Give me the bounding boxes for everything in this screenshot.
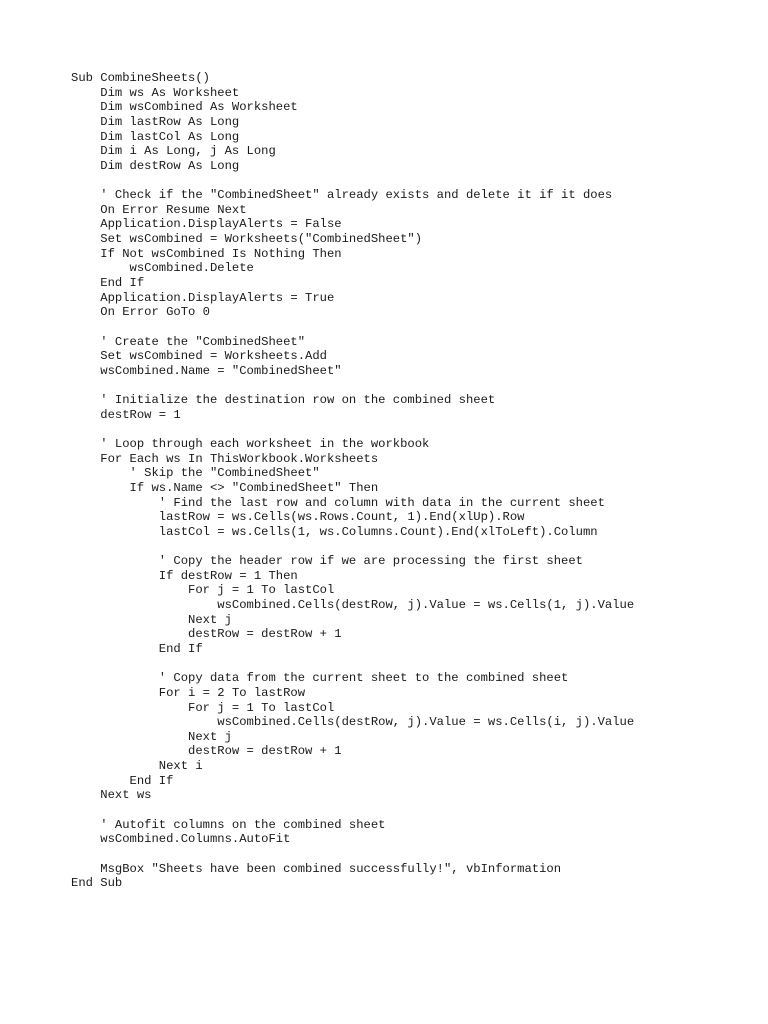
code-line: wsCombined.Delete bbox=[71, 261, 254, 276]
code-line: Next i bbox=[71, 759, 203, 774]
code-line: ' Copy data from the current sheet to the combined sheet bbox=[71, 671, 569, 686]
code-line: lastRow = ws.Cells(ws.Rows.Count, 1).End(xlUp).Row bbox=[71, 510, 525, 525]
code-line bbox=[71, 378, 634, 393]
code-line bbox=[71, 422, 634, 437]
code-line bbox=[71, 657, 634, 672]
code-line: End If bbox=[71, 275, 145, 290]
code-line: ' Copy the header row if we are processing the first sheet bbox=[71, 554, 583, 569]
code-line: For Each ws In ThisWorkbook.Worksheets bbox=[71, 451, 379, 466]
code-line: wsCombined.Columns.AutoFit bbox=[71, 832, 291, 847]
code-line: Dim lastCol As Long bbox=[71, 129, 240, 144]
code-line: destRow = destRow + 1 bbox=[71, 744, 342, 759]
code-line: Sub CombineSheets() bbox=[71, 71, 210, 85]
code-line bbox=[71, 540, 634, 555]
code-line: ' Autofit columns on the combined sheet bbox=[71, 817, 386, 832]
code-line: ' Initialize the destination row on the combined sheet bbox=[71, 393, 496, 408]
code-line: End If bbox=[71, 641, 203, 656]
code-line: ' Find the last row and column with data in the current sheet bbox=[71, 495, 605, 510]
code-line: Set wsCombined = Worksheets.Add bbox=[71, 349, 327, 364]
code-line: If ws.Name <> "CombinedSheet" Then bbox=[71, 480, 379, 495]
code-line: wsCombined.Cells(destRow, j).Value = ws.Cells(i, j).Value bbox=[71, 715, 635, 730]
code-line: wsCombined.Cells(destRow, j).Value = ws.Cells(1, j).Value bbox=[71, 598, 635, 613]
code-line: For i = 2 To lastRow bbox=[71, 685, 306, 700]
code-line: Dim destRow As Long bbox=[71, 158, 240, 173]
code-line: Next j bbox=[71, 729, 232, 744]
code-line: Next ws bbox=[71, 788, 152, 803]
code-line: ' Create the "CombinedSheet" bbox=[71, 334, 306, 349]
code-line: MsgBox "Sheets have been combined successfully!", vbInformation bbox=[71, 861, 562, 876]
code-line: Dim i As Long, j As Long bbox=[71, 144, 276, 159]
code-line: destRow = destRow + 1 bbox=[71, 627, 342, 642]
code-line: wsCombined.Name = "CombinedSheet" bbox=[71, 363, 342, 378]
code-line: If destRow = 1 Then bbox=[71, 568, 298, 583]
code-line: If Not wsCombined Is Nothing Then bbox=[71, 246, 342, 261]
code-line: On Error GoTo 0 bbox=[71, 305, 210, 320]
code-line bbox=[71, 173, 634, 188]
code-line: End If bbox=[71, 773, 174, 788]
code-line bbox=[71, 847, 634, 862]
code-line: End Sub bbox=[71, 876, 123, 891]
code-line: Application.DisplayAlerts = True bbox=[71, 290, 335, 305]
code-line: Dim wsCombined As Worksheet bbox=[71, 100, 298, 115]
code-line bbox=[71, 320, 634, 335]
code-line: destRow = 1 bbox=[71, 407, 181, 422]
code-line: ' Loop through each worksheet in the workbook bbox=[71, 437, 430, 452]
code-line: lastCol = ws.Cells(1, ws.Columns.Count).End(xlToLeft).Column bbox=[71, 524, 598, 539]
code-line: Next j bbox=[71, 612, 232, 627]
code-line bbox=[71, 803, 634, 818]
code-line: Dim ws As Worksheet bbox=[71, 85, 240, 100]
code-line: For j = 1 To lastCol bbox=[71, 583, 335, 598]
code-line: Dim lastRow As Long bbox=[71, 114, 240, 129]
code-line: ' Skip the "CombinedSheet" bbox=[71, 466, 320, 481]
code-line: For j = 1 To lastCol bbox=[71, 700, 335, 715]
code-line: Set wsCombined = Worksheets("CombinedSheet") bbox=[71, 232, 423, 247]
code-line: ' Check if the "CombinedSheet" already exists and delete it if it does bbox=[71, 188, 613, 203]
code-listing bbox=[71, 71, 634, 891]
code-line: On Error Resume Next bbox=[71, 202, 247, 217]
code-line: Application.DisplayAlerts = False bbox=[71, 217, 342, 232]
